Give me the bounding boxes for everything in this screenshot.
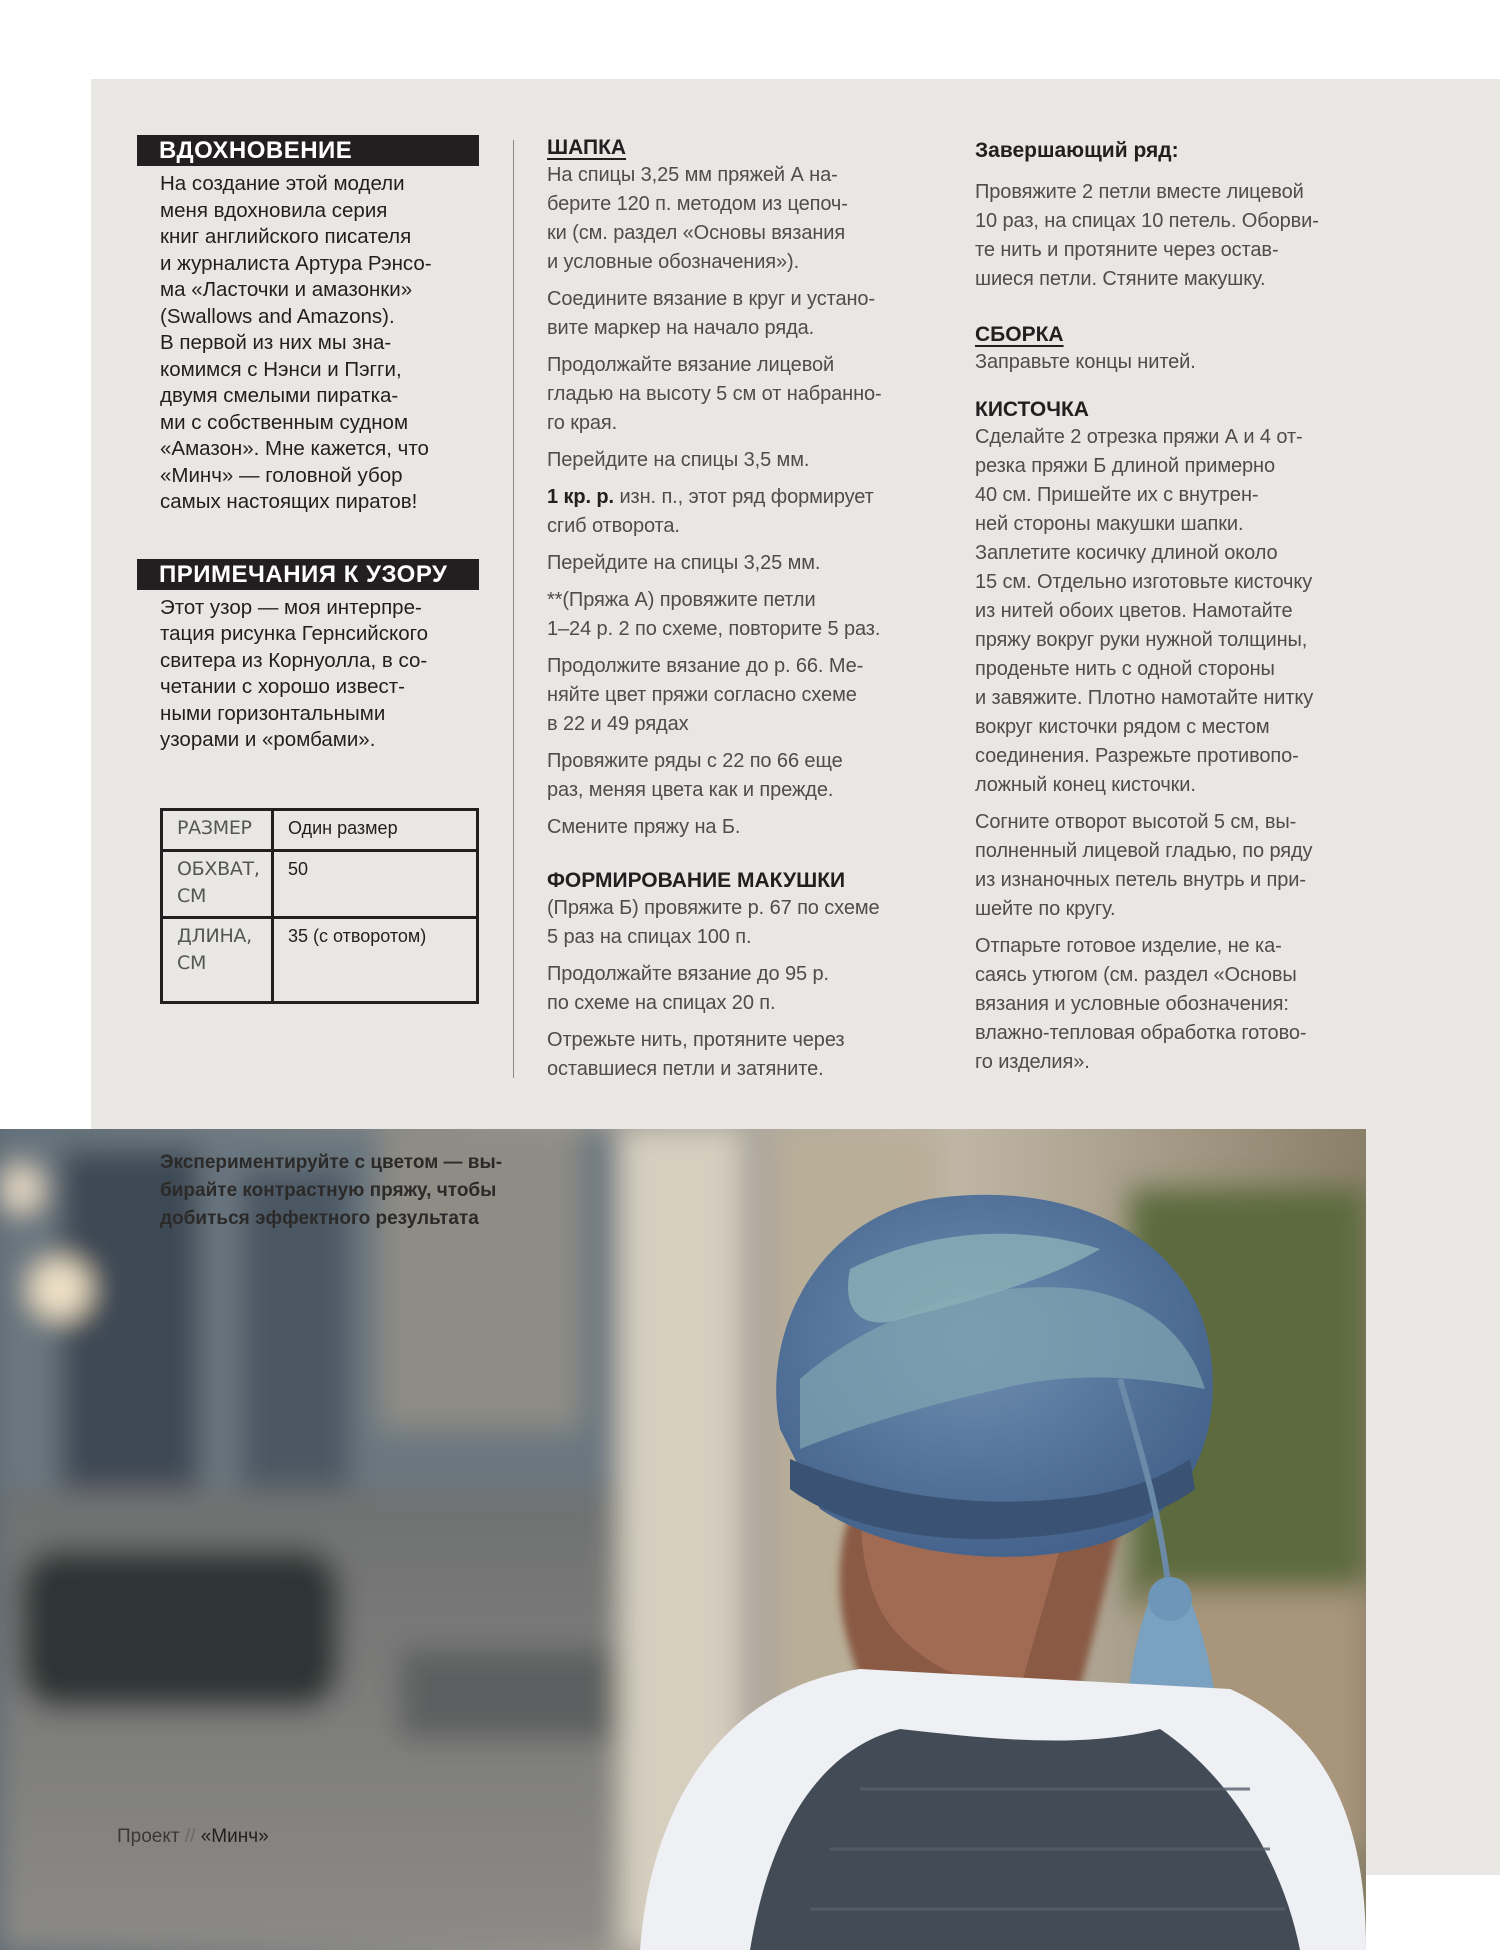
- pattern-notes-heading: ПРИМЕЧАНИЯ К УЗОРУ: [137, 559, 479, 590]
- instruction-paragraph: Продолжите вязание до р. 66. Ме- няйте цвет пряжи согласно схеме в 22 и 49 рядах: [547, 655, 864, 735]
- instruction-paragraph: На спицы 3,25 мм пряжей А на- берите 120 п. методом из цепоч- ки (см. раздел «Основы вязания и условные обозначения»).: [547, 164, 848, 273]
- length-label: ДЛИНА, СМ: [162, 917, 273, 1002]
- tassel-heading: КИСТОЧКА: [975, 398, 1089, 421]
- size-value: Один размер: [273, 809, 478, 850]
- instruction-paragraph: (Пряжа Б) провяжите р. 67 по схеме 5 раз на спицах 100 п.: [547, 897, 880, 948]
- tassel-instructions: [975, 423, 1375, 1077]
- middle-column: [547, 135, 939, 1092]
- instruction-paragraph: Согните отворот высотой 5 см, вы- полненный лицевой гладью, по ряду из изнаночных петель внутрь и при- шейте по кругу.: [975, 811, 1313, 920]
- footer-project-name: «Минч»: [200, 1826, 269, 1847]
- assembly-heading: СБОРКА: [975, 323, 1064, 346]
- footer-project: Проект: [117, 1826, 180, 1847]
- girth-label: ОБХВАТ, СМ: [162, 850, 273, 917]
- length-value: 35 (с отворотом): [273, 917, 478, 1002]
- instruction-paragraph: Смените пряжу на Б.: [547, 816, 741, 838]
- instruction-paragraph: Соедините вязание в круг и устано- вите маркер на начало ряда.: [547, 288, 876, 339]
- instruction-paragraph: Заправьте концы нитей.: [975, 351, 1196, 373]
- girth-value: 50: [273, 850, 478, 917]
- table-row: [162, 917, 478, 1002]
- crown-instructions: [547, 894, 939, 1084]
- photo-caption: Экспериментируйте с цветом — вы- бирайте контрастную пряжу, чтобы добиться эффектного результата: [160, 1152, 503, 1229]
- instruction-paragraph: **(Пряжа А) провяжите петли 1–24 р. 2 по схеме, повторите 5 раз.: [547, 589, 881, 640]
- hat-heading: ШАПКА: [547, 136, 627, 159]
- pattern-notes-text: Этот узор — моя интерпре- тация рисунка Гернсийского свитера из Корнуолла, в со- четании с хорошо извест- ными горизонтальными узорами и «ромбами».: [160, 595, 429, 751]
- instruction-paragraph: Отпарьте готовое изделие, не ка- саясь утюгом (см. раздел «Основы вязания и условные обозначения: влажно-тепловая обработка готово- го изделия».: [975, 935, 1307, 1073]
- hat-instructions: [547, 161, 939, 842]
- instruction-paragraph: Перейдите на спицы 3,25 мм.: [547, 552, 821, 574]
- right-column: [975, 138, 1375, 1085]
- instruction-paragraph: Продолжайте вязание до 95 р. по схеме на спицах 20 п.: [547, 963, 829, 1014]
- instruction-paragraph: Провяжите ряды с 22 по 66 еще раз, меняя цвета как и прежде.: [547, 750, 843, 801]
- instruction-paragraph: 1 кр. р. изн. п., этот ряд формирует сгиб отворота.: [547, 486, 874, 537]
- instruction-paragraph: Сделайте 2 отрезка пряжи А и 4 от- резка пряжи Б длиной примерно 40 см. Пришейте их с внутрен- ней стороны макушки шапки. Заплетите косичку длиной около 15 см. Отдельно изготовьте кисточку из нитей обоих цветов. Намотайте пряжу вокруг руки нужной толщины, проденьте нить с одной стороны и завяжите. Плотно намотайте нитку вокруг кисточки рядом с местом соединения. Разрежьте противопо- ложный конец кисточки.: [975, 426, 1314, 796]
- inspiration-heading: ВДОХНОВЕНИЕ: [137, 135, 479, 166]
- column-divider: [513, 140, 514, 1078]
- instruction-paragraph: Провяжите 2 петли вместе лицевой 10 раз, на спицах 10 петель. Оборви- те нить и протяните через остав- шиеся петли. Стяните макушку.: [975, 181, 1319, 290]
- instruction-paragraph: Отрежьте нить, протяните через оставшиеся петли и затяните.: [547, 1029, 845, 1080]
- instruction-paragraph: Продолжайте вязание лицевой гладью на высоту 5 см от набранно- го края.: [547, 354, 882, 434]
- crown-heading: ФОРМИРОВАНИЕ МАКУШКИ: [547, 869, 846, 892]
- table-row: [162, 850, 478, 917]
- table-row: [162, 809, 478, 850]
- page-footer: [117, 1826, 269, 1848]
- size-table: [160, 808, 479, 1004]
- instruction-paragraph: Перейдите на спицы 3,5 мм.: [547, 449, 810, 471]
- inspiration-text: На создание этой модели меня вдохновила серия книг английского писателя и журналиста Артура Рэнсо- ма «Ласточки и амазонки» (Swallows and Amazons). В первой из них мы зна- комимся с Нэнси и Пэгги, двумя смелыми пиратка- ми с собственным судном «Амазон». Мне кажется, что «Минч» — головной убор самых настоящих пиратов!: [160, 172, 432, 513]
- footer-separator: //: [184, 1826, 196, 1847]
- assembly-instructions: [975, 348, 1375, 377]
- final-row-heading: Завершающий ряд:: [975, 139, 1179, 162]
- size-label: РАЗМЕР: [162, 809, 273, 850]
- final-row-instructions: [975, 178, 1375, 294]
- left-column: [137, 135, 479, 1004]
